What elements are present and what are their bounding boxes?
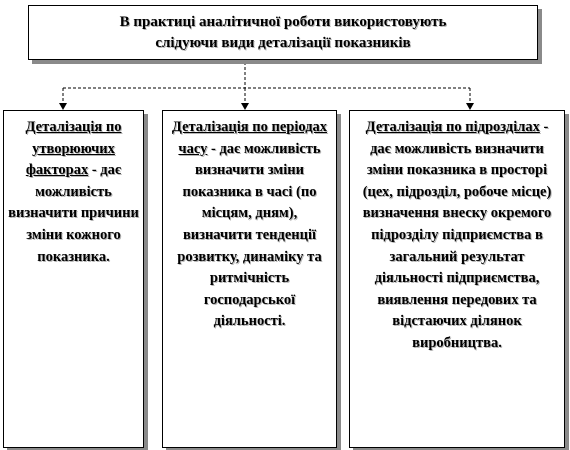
header-line-1: В практиці аналітичної роботи використовують (119, 14, 447, 30)
arrowhead-3 (466, 103, 474, 110)
box-detail-by-factors (3, 110, 144, 448)
box-description: - дає можливість визначити причини зміни кожного показника. (8, 162, 139, 265)
box-title: Деталізація по періодах часу (171, 119, 328, 157)
box-detail-by-time-periods (162, 110, 337, 448)
box-detail-by-subdivisions (349, 110, 565, 448)
arrowhead-2 (241, 103, 249, 110)
arrowhead-1 (59, 103, 67, 110)
box-description: - дає можливість визначити зміни показника в часі (по місцям, дням), визначити тенденції розвитку, динаміку та ритмічність господарської діяльності. (177, 140, 322, 330)
header-box (28, 5, 538, 60)
box-description: - дає можливість визначити зміни показника в просторі (цех, підрозділ, робоче місце) визначення внеску окремого підрозділу підприємства в загальний результат діяльності підприємства, виявлення передових та відстаючих ділянок виробництва. (362, 119, 552, 351)
box-title: Деталізація по підрозділах (365, 119, 540, 135)
header-line-2: слідуючи види деталізації показників (155, 35, 411, 51)
box-title: Деталізація по утворюючих факторах (25, 119, 122, 179)
